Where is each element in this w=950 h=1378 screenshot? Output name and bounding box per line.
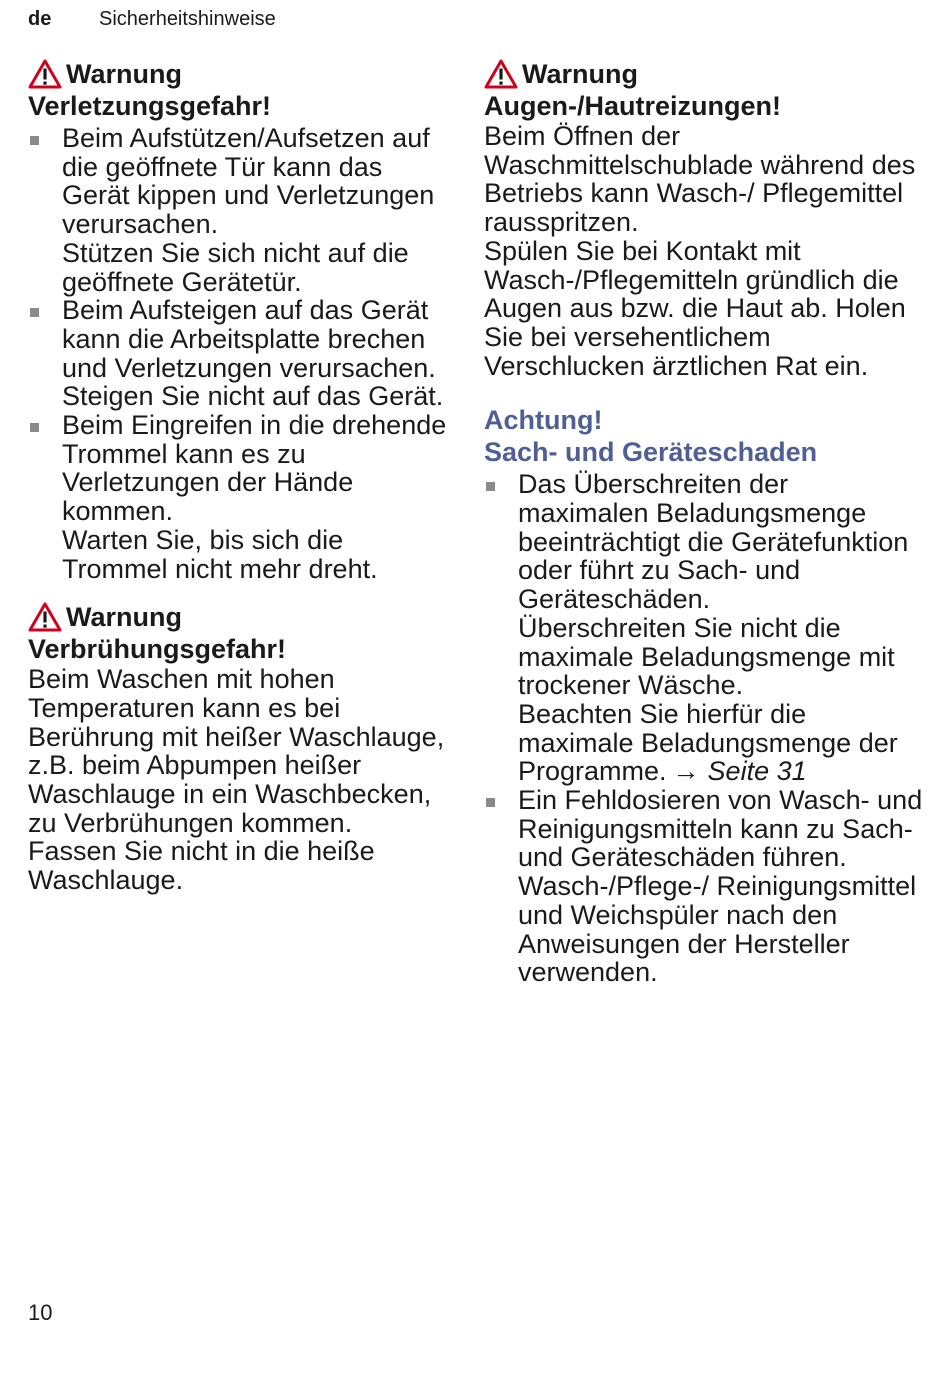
list-item-instruction: Überschreiten Sie nicht die maximale Beladungsmenge mit trockener Wäsche. xyxy=(518,612,895,701)
warning-injury xyxy=(28,58,448,583)
list-item-text: Beim Eingreifen in die drehende Trommel kann es zu Verletzungen der Hände kommen. xyxy=(62,410,447,527)
list-item xyxy=(28,296,448,411)
warning-label: Warnung xyxy=(522,59,638,89)
caution-damage xyxy=(484,404,924,987)
page-reference-link[interactable]: Seite 31 xyxy=(707,756,807,787)
caution-label: Achtung! xyxy=(484,405,603,436)
warning-list xyxy=(28,124,448,583)
reference-text: Beachten Sie hierfür die maximale Beladungsmenge der Programme. xyxy=(518,698,898,787)
warning-label: Warnung xyxy=(66,59,182,89)
left-column xyxy=(28,58,448,913)
header-lang: de xyxy=(28,8,52,30)
caution-title: Sach- und Geräteschaden xyxy=(484,437,818,468)
warning-title: Augen-/Hautreizungen! xyxy=(484,91,781,121)
list-item xyxy=(28,411,448,583)
warning-instruction: Spülen Sie bei Kontakt mit Wasch-/Pflegemitteln gründlich die Augen aus bzw. die Haut ab. Holen Sie bei versehentlichem Verschlucken ärztlichen Rat ein. xyxy=(484,235,906,381)
list-item-reference xyxy=(518,700,924,786)
list-item-instruction: Stützen Sie sich nicht auf die geöffnete Gerätetür. xyxy=(62,237,409,297)
bullet-square-icon xyxy=(30,423,39,432)
bullet-square-icon xyxy=(30,308,39,317)
warning-instruction: Fassen Sie nicht in die heiße Waschlauge. xyxy=(28,836,375,896)
warning-scalding xyxy=(28,601,448,895)
bullet-square-icon xyxy=(30,136,39,145)
list-item-text: Ein Fehldosieren von Wasch- und Reinigungsmitteln kann zu Sach- und Geräteschäden führen. xyxy=(518,785,923,873)
list-item xyxy=(484,470,924,786)
list-item-text: Das Überschreiten der maximalen Beladungsmenge beeinträchtigt die Gerätefunktion oder führt zu Sach- und Geräteschäden. xyxy=(518,469,909,615)
warning-triangle-icon xyxy=(484,59,518,89)
warning-text: Beim Öffnen der Waschmittelschublade während des Betriebs kann Wasch-/ Pflegemittel rausspritzen. xyxy=(484,121,916,238)
list-item-text: Beim Aufstützen/Aufsetzen auf die geöffnete Tür kann das Gerät kippen und Verletzungen verursachen. xyxy=(62,123,435,240)
caution-list xyxy=(484,470,924,987)
header-section-title: Sicherheitshinweise xyxy=(99,8,276,30)
warning-text: Beim Waschen mit hohen Temperaturen kann es bei Berührung mit heißer Waschlauge, z.B. beim Abpumpen heißer Waschlauge in ein Waschbecken, zu Verbrühungen kommen. xyxy=(28,664,445,838)
warning-label: Warnung xyxy=(66,602,182,633)
list-item-instruction: Wasch-/Pflege-/ Reinigungsmittel und Weichspüler nach den Anweisungen der Hersteller verwenden. xyxy=(518,871,917,988)
list-item xyxy=(484,786,924,987)
warning-triangle-icon xyxy=(28,602,62,632)
bullet-square-icon xyxy=(486,798,495,807)
page-number: 10 xyxy=(28,1300,53,1325)
list-item xyxy=(28,124,448,296)
list-item-instruction: Steigen Sie nicht auf das Gerät. xyxy=(62,381,444,412)
warning-title: Verbrühungsgefahr! xyxy=(28,634,287,665)
warning-title: Verletzungsgefahr! xyxy=(28,91,272,121)
warning-eye-skin xyxy=(484,58,924,380)
list-item-instruction: Warten Sie, bis sich die Trommel nicht mehr dreht. xyxy=(62,524,378,584)
warning-triangle-icon xyxy=(28,59,62,89)
bullet-square-icon xyxy=(486,482,495,491)
list-item-text: Beim Aufsteigen auf das Gerät kann die Arbeitsplatte brechen und Verletzungen verursachen. xyxy=(62,295,436,383)
right-column xyxy=(484,58,924,1005)
arrow-right-icon: → xyxy=(672,756,700,787)
